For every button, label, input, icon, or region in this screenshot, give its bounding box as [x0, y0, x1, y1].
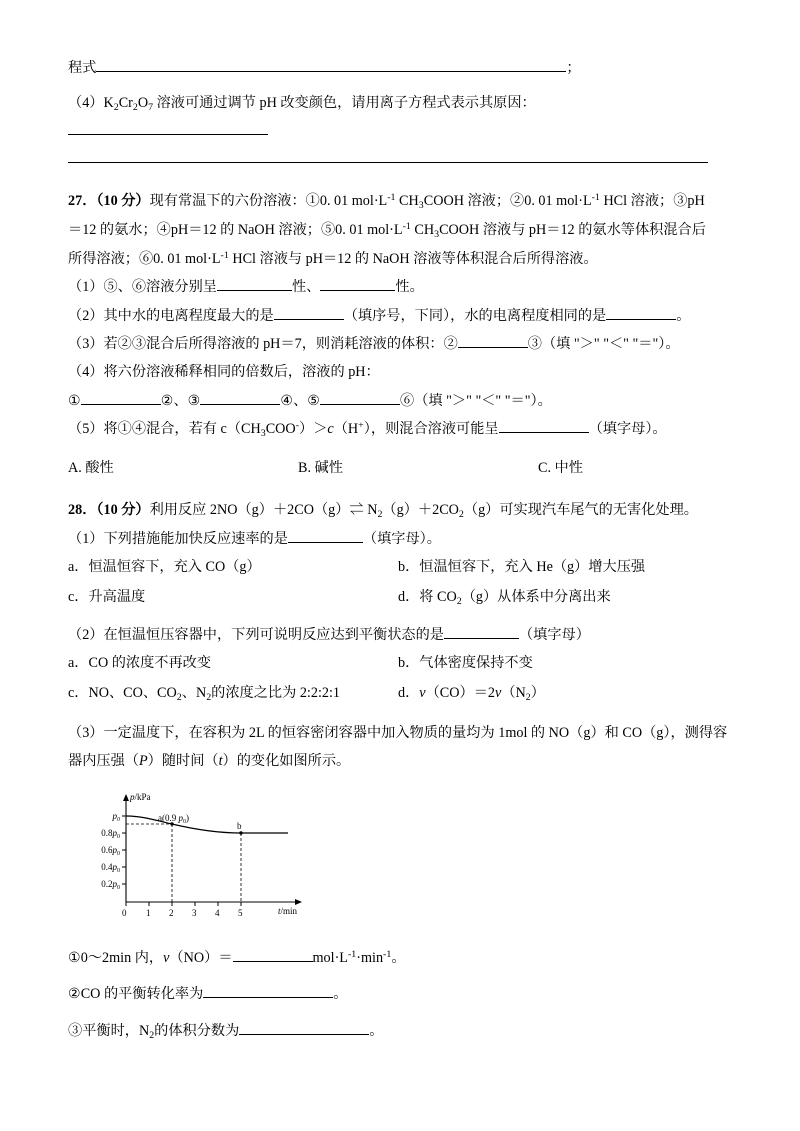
q28-item3-line1-text: （3）一定温度下，在容积为 2L 的恒容密闭容器中加入物质的量均为 1mol 的 NO（g）和 CO（g），测得容: [68, 724, 728, 741]
answer-blank: [200, 404, 280, 405]
answer-blank: [499, 432, 589, 433]
q27-item5-c2: c: [327, 421, 334, 438]
q28-sub3-a: ③平衡时，N: [68, 1022, 150, 1039]
pressure-curve: [126, 816, 288, 833]
q27-stem-line3: [68, 245, 732, 273]
q27-line2-sub: 3: [434, 228, 440, 240]
q28-item2-option-d-v: v: [419, 685, 426, 702]
q28-item2-option-a: a．CO 的浓度不再改变: [68, 655, 212, 672]
x-tick-label-1: 1: [146, 907, 151, 918]
q27-stem-part3: COOH 溶液；②0. 01 mol·L: [423, 193, 592, 210]
q28-stem-sub-co2: 2: [458, 509, 464, 521]
q27-item5-c: （填字母）。: [588, 421, 667, 438]
q27-stem-line2: [68, 216, 732, 245]
q27-item5-f1: CH: [241, 421, 261, 438]
x-tick-label-3: 3: [192, 907, 197, 918]
q28-item3-line1: [68, 719, 732, 747]
q28-sub1-no: NO: [183, 949, 205, 966]
x-axis-title: t/min: [278, 905, 298, 916]
q27-item5-h: H: [347, 421, 359, 438]
q28-stem-c: N: [363, 502, 378, 519]
answer-blank: [217, 290, 292, 291]
q27-sup-2: -1: [591, 192, 600, 204]
answer-blank: [274, 319, 344, 320]
q27-stem-line3-b: HCl 溶液与 pH＝12 的 NaOH 溶液等体积混合后所得溶液。: [228, 250, 598, 267]
q27-stem-line3-a: 所得溶液；⑥0. 01 mol·L: [68, 250, 221, 267]
q27-item5-hopen: （: [333, 421, 348, 438]
q28-sub2-a: ②CO 的平衡转化率为: [68, 986, 204, 1003]
top-fragment-line: [68, 55, 732, 83]
q28-item2-a: （2）在恒温恒压容器中，下列可说明反应达到平衡状态的是: [68, 626, 444, 643]
q27-option-b: B. 碱性: [298, 459, 343, 476]
q28-item1-options-row1: [68, 553, 732, 583]
answer-blank: [606, 319, 676, 320]
q28-sub1-sup2: -1: [383, 948, 392, 960]
q27-stem-line2-c: COOH 溶液与 pH＝12 的氨水等体积混合后: [439, 222, 706, 239]
point-b-label: b: [237, 820, 242, 831]
y-label-06p0: $0.6p_0$: [101, 844, 120, 857]
q28-item3-line2-p: P: [138, 753, 148, 770]
q27-item4-c: ②、③: [160, 392, 201, 409]
q26-sub-3: 7: [148, 101, 154, 113]
q28-stem-d: ＋2CO: [417, 502, 459, 519]
q28-sub1-c: ·min: [356, 949, 384, 966]
answer-blank: [458, 347, 528, 348]
q28-stem-g4: （g）: [463, 502, 500, 519]
top-fragment-tail: ；: [566, 60, 581, 76]
q28-item2-option-d: [398, 679, 545, 709]
answer-blank: [288, 542, 363, 543]
q28-item2-options-row1: [68, 649, 732, 679]
answer-blank: [233, 961, 313, 962]
q28-item2-option-d-nopen: （N: [501, 685, 526, 702]
q26-sub-2: 2: [132, 101, 138, 113]
answer-blank: [68, 162, 708, 163]
q27-stem-part1: 现有常温下的六份溶液：①0. 01 mol·L: [149, 193, 388, 210]
q28-stem-arrow: ⇌: [349, 502, 364, 519]
q26-mid-1: Cr: [118, 94, 133, 111]
q27-item2-b: （填序号，下同），水的电离程度相同的是: [343, 307, 607, 324]
q27-score: （10 分）: [96, 193, 150, 210]
q28-sub1-sup1: -1: [347, 948, 357, 960]
q28-number: 28．: [68, 502, 97, 519]
q28-item2-option-c-sub2: 2: [206, 691, 212, 703]
answer-blank: [320, 404, 400, 405]
q28-item3-line2-c: ）的变化如图所示。: [222, 753, 351, 770]
q28-item2-b: （填字母）: [518, 626, 590, 643]
point-a-label: a(0.9 $p_0$): [158, 812, 189, 825]
q28-item1-option-b: b．恒温恒容下，充入 He（g）增大压强: [398, 559, 646, 576]
q28-sub1: [68, 944, 732, 972]
q28-stem-sub-n: 2: [377, 509, 383, 521]
q27-stem-part4: HCl 溶液；③pH: [599, 193, 705, 210]
q27-item5-b: ，则混合溶液可能呈: [370, 421, 499, 438]
q27-option-a: A. 酸性: [68, 459, 114, 476]
q28-item3-line2-b: ）随时间（: [147, 753, 219, 770]
q27-stem-line1: [68, 187, 732, 216]
y-label-p0: $p_0$: [112, 810, 120, 823]
q28-sub1-noclose: ）: [204, 949, 219, 966]
point-b-marker: [239, 831, 242, 834]
q28-sub1-eq: ＝: [218, 949, 233, 966]
q27-sub-1: 3: [418, 200, 424, 212]
q27-item4-b: ①: [68, 392, 81, 409]
x-tick-label-5: 5: [238, 907, 243, 918]
q26-item4: [68, 89, 732, 146]
q28-stem-a: 利用反应 2NO: [149, 502, 238, 519]
q27-item2-a: （2）其中水的电离程度最大的是: [68, 307, 274, 324]
q28-item1-b: （填字母）。: [362, 530, 441, 547]
q27-option-c: C. 中性: [538, 459, 583, 476]
q28-item3-line2: [68, 747, 732, 775]
q28-item1: [68, 525, 732, 553]
q28-item1-a: （1）下列措施能加快反应速率的是: [68, 530, 288, 547]
q28-item1-options-row2: [68, 583, 732, 613]
q27-item5-f1sub: 3: [260, 427, 266, 439]
answer-blank: [444, 638, 519, 639]
q28-item1-option-d: [398, 583, 611, 613]
q27-item5-close: ）: [299, 421, 314, 438]
q28-item2-option-c-post: 的浓度之比为 2:2:2:1: [211, 685, 341, 702]
q28-item1-option-c: c．升高温度: [68, 589, 146, 606]
q27-item3: [68, 330, 732, 358]
q27-item5-hsup: +: [358, 420, 364, 432]
q28-sub1-b: mol·L: [312, 949, 348, 966]
q26-sub-1: 2: [113, 101, 119, 113]
q27-sup-1: -1: [387, 192, 396, 204]
q28-item2-option-d-nsub: 2: [525, 691, 531, 703]
q28-sub3-sub: 2: [149, 1029, 155, 1041]
q28-item2-option-c-pre: c．NO、CO、CO: [68, 685, 177, 702]
q28-sub3-c: 。: [369, 1022, 384, 1039]
q28-item2-option-c: [68, 679, 398, 709]
q28-stem: [68, 496, 732, 525]
q27-item1-a: （1）⑤、⑥溶液分别呈: [68, 279, 217, 296]
y-label-08p0: $0.8p_0$: [101, 827, 120, 840]
q27-item4-blanks: [68, 387, 732, 415]
q28-sub1-a: ①0～2min 内，: [68, 949, 164, 966]
answer-blank: [81, 404, 161, 405]
answer-blank: [96, 71, 566, 72]
q27-item5: [68, 415, 732, 444]
q28-item2-option-c-mid: 、N: [181, 685, 207, 702]
q27-stem-part2: CH: [395, 193, 419, 210]
q28-item2-option-d-pre: d．: [398, 685, 420, 702]
x-tick-label-2: 2: [169, 907, 174, 918]
y-label-02p0: $0.2p_0$: [101, 878, 120, 891]
q27-item1-b: 性、: [291, 279, 321, 296]
q27-stem-line2-b: CH: [410, 222, 435, 239]
q28-sub1-v: v: [163, 949, 170, 966]
q28-sub3-b: 的体积分数为: [154, 1022, 240, 1039]
q27-item5-f2: COO: [265, 421, 296, 438]
q28-sub1-d: 。: [391, 949, 406, 966]
q27-line3-sup: -1: [220, 249, 229, 261]
answer-blank: [68, 134, 268, 135]
q28-stem-g2: （g）: [313, 502, 350, 519]
q27-item5-a: （5）将①④混合，若有 c: [68, 421, 227, 438]
x-axis-arrow: [295, 899, 302, 905]
q27-item4: [68, 358, 732, 386]
q27-item4-d: ④、⑤: [280, 392, 321, 409]
q28-item2-option-b: b．气体密度保持不变: [398, 655, 533, 672]
q28-item2-option-d-nclose: ）: [530, 685, 545, 702]
q27-number: 27．: [68, 193, 97, 210]
q27-item2-c: 。: [676, 307, 691, 324]
y-axis-title: p/kPa: [130, 791, 151, 802]
q28-score: （10 分）: [96, 502, 150, 519]
chart-svg: [88, 790, 348, 925]
q27-stem-line2-a: ＝12 的氨水；④pH＝12 的 NaOH 溶液；⑤0. 01 mol·L: [68, 222, 403, 239]
q28-item2-options-row2: [68, 679, 732, 709]
q28-stem-g1: （g）: [237, 502, 273, 519]
q28-item2-option-d-eq: ＝2: [473, 685, 495, 702]
q28-sub1-noopen: （: [169, 949, 184, 966]
q28-sub3: [68, 1017, 732, 1046]
q28-item1-option-d-pre: d．将 CO: [398, 589, 457, 606]
y-axis-arrow: [123, 794, 129, 801]
q28-item3-line2-t: t: [218, 753, 223, 770]
top-fragment-label: 程式: [68, 60, 97, 76]
q28-item2-option-c-sub: 2: [176, 691, 182, 703]
x-tick-label-4: 4: [215, 907, 220, 918]
q28-stem-e: 可实现汽车尾气的无害化处理。: [499, 502, 698, 519]
q28-item1-option-a: a．恒温恒容下，充入 CO（g）: [68, 559, 261, 576]
q26-item4-continued-blank: [68, 146, 732, 174]
pressure-time-chart: [88, 790, 732, 930]
answer-blank: [320, 290, 395, 291]
q28-item1-option-d-sub: 2: [456, 595, 462, 607]
q28-item2-option-d-v2: v: [495, 685, 502, 702]
answer-blank: [239, 1034, 369, 1035]
q27-item4-e: ⑥（填 "＞" "＜" "＝"）。: [400, 392, 552, 409]
answer-blank: [203, 997, 333, 998]
q26-mid-2: O: [137, 94, 149, 111]
q28-stem-b: ＋2CO: [272, 502, 314, 519]
q27-item4-a: （4）将六份溶液稀释相同的倍数后，溶液的 pH：: [68, 364, 380, 381]
q27-item2: [68, 302, 732, 330]
q28-item1-option-d-post: （g）从体系中分离出来: [461, 589, 611, 606]
q27-item1: [68, 273, 732, 301]
q26-item4-text: 溶液可通过调节 pH 改变颜色，请用离子方程式表示其原因：: [153, 94, 536, 111]
q27-item5-gt: ＞: [313, 421, 328, 438]
q28-stem-g3: （g）: [382, 502, 418, 519]
q28-item3-line2-a: 器内压强（: [68, 753, 139, 770]
q27-item5-hclose: ）: [363, 421, 371, 438]
q27-item3-b: ③（填 "＞" "＜" "＝"）。: [527, 335, 680, 352]
q27-item3-a: （3）若②③混合后所得溶液的 pH＝7，则消耗溶液的体积：②: [68, 335, 458, 352]
q28-sub2: [68, 980, 732, 1008]
q27-item5-f1sup: -: [295, 420, 299, 432]
q27-item1-c: 性。: [395, 279, 424, 296]
q28-item2: [68, 621, 732, 649]
q28-sub2-b: 。: [333, 986, 348, 1003]
q27-item5-open: （: [226, 421, 242, 438]
q28-item2-option-d-co: （CO）: [425, 685, 474, 702]
x-tick-label-0: 0: [122, 907, 127, 918]
q27-options-row: [68, 454, 732, 482]
q27-line2-sup: -1: [402, 221, 411, 233]
q26-item4-prefix: （4）K: [68, 94, 114, 111]
y-label-04p0: $0.4p_0$: [101, 861, 120, 874]
